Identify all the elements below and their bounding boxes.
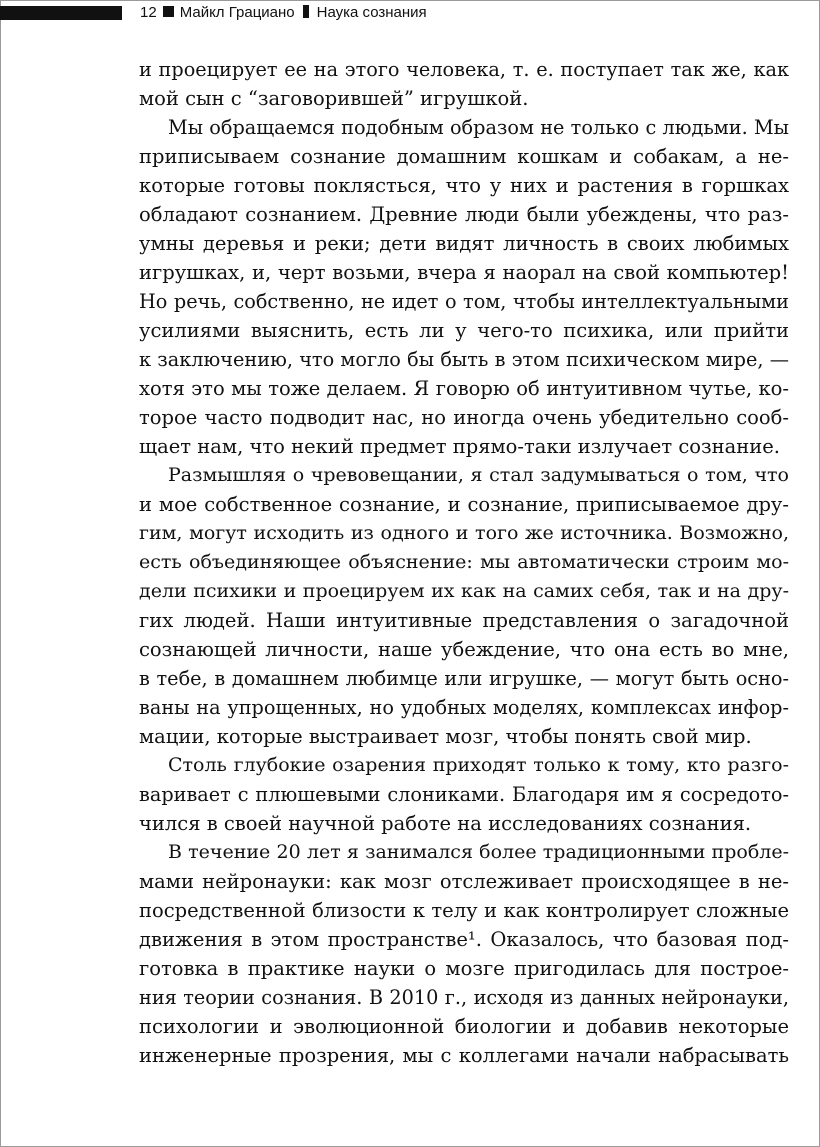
text-line: усилиями выяснить, есть ли у чего-то психика, или прийти	[139, 319, 789, 342]
text-line: мации, которые выстраивает мозг, чтобы понять свой мир.	[139, 725, 752, 748]
text-line: готовка в практике науки о мозге пригодилась для построе-	[139, 957, 789, 980]
text-line: инженерные прозрения, мы с коллегами начали набрасывать	[139, 1044, 789, 1067]
text-line: и мое собственное сознание, и сознание, приписываемое дру-	[139, 493, 789, 516]
text-line: гих людей. Наши интуитивные представления о загадочной	[139, 609, 789, 632]
text-line: сознающей личности, наше убеждение, что она есть во мне,	[139, 638, 789, 661]
text-line: хотя это мы тоже делаем. Я говорю об интуитивном чутье, ко-	[139, 377, 789, 400]
text-line: варивает с плюшевыми слониками. Благодаря им я сосредото-	[139, 783, 789, 806]
body-text	[139, 55, 789, 1070]
header-decorative-bar	[0, 6, 122, 20]
running-header	[0, 0, 820, 28]
text-line: чился в своей научной работе на исследованиях сознания.	[139, 812, 752, 835]
text-line: гим, могут исходить из одного и того же источника. Возможно,	[139, 522, 789, 544]
text-line: движения в этом пространстве¹. Оказалось, что базовая под-	[139, 928, 789, 951]
text-line: щает нам, что некий предмет прямо-таки излучает сознание.	[139, 435, 780, 458]
text-line: Но речь, собственно, не идет о том, чтобы интеллектуальными	[139, 290, 789, 313]
text-line: Мы обращаемся подобным образом не только с людьми. Мы	[168, 116, 789, 139]
text-line: умны деревья и реки; дети видят личность в своих любимых	[139, 232, 789, 255]
text-line: ния теории сознания. В 2010 г., исходя из данных нейронауки,	[139, 986, 789, 1009]
text-line: В течение 20 лет я занимался более традиционными пробле-	[168, 841, 789, 863]
book-title: Наука сознания	[316, 4, 427, 21]
text-line: приписываем сознание домашним кошкам и собакам, а не-	[139, 145, 789, 168]
text-line: психологии и эволюционной биологии и добавив некоторые	[139, 1015, 789, 1038]
text-line: к заключению, что могло бы быть в этом психическом мире, —	[139, 348, 789, 371]
author-name: Майкл Грациано	[179, 4, 295, 21]
page-number: 12	[140, 4, 157, 21]
text-line: мой сын с “заговорившей” игрушкой.	[139, 87, 529, 110]
header-text	[140, 3, 427, 23]
text-line: Размышляя о чревовещании, я стал задумываться о том, что	[168, 464, 789, 486]
text-line: есть объединяющее объяснение: мы автоматически строим мо-	[139, 551, 789, 573]
text-line: которые готовы поклясться, что у них и растения в горшках	[139, 174, 789, 197]
text-line: мами нейронауки: как мозг отслеживает происходящее в не-	[139, 870, 789, 893]
bar-separator-icon	[303, 5, 309, 18]
text-line: торое часто подводит нас, но иногда очень убедительно сооб-	[139, 406, 789, 429]
text-line: обладают сознанием. Древние люди были убеждены, что раз-	[139, 203, 789, 226]
text-line: в тебе, в домашнем любимце или игрушке, — могут быть осно-	[139, 667, 789, 690]
text-line: и проецирует ее на этого человека, т. е. поступает так же, как	[139, 58, 789, 81]
text-line: посредственной близости к телу и как контролирует сложные	[139, 899, 789, 922]
square-bullet-icon	[163, 6, 174, 17]
text-line: Столь глубокие озарения приходят только к тому, кто разго-	[168, 754, 789, 776]
text-line: дели психики и проецируем их как на самих себя, так и на дру-	[139, 580, 789, 602]
text-line: игрушках, и, черт возьми, вчера я наорал на свой компьютер!	[139, 261, 789, 284]
text-line: ваны на упрощенных, но удобных моделях, комплексах инфор-	[139, 696, 789, 719]
